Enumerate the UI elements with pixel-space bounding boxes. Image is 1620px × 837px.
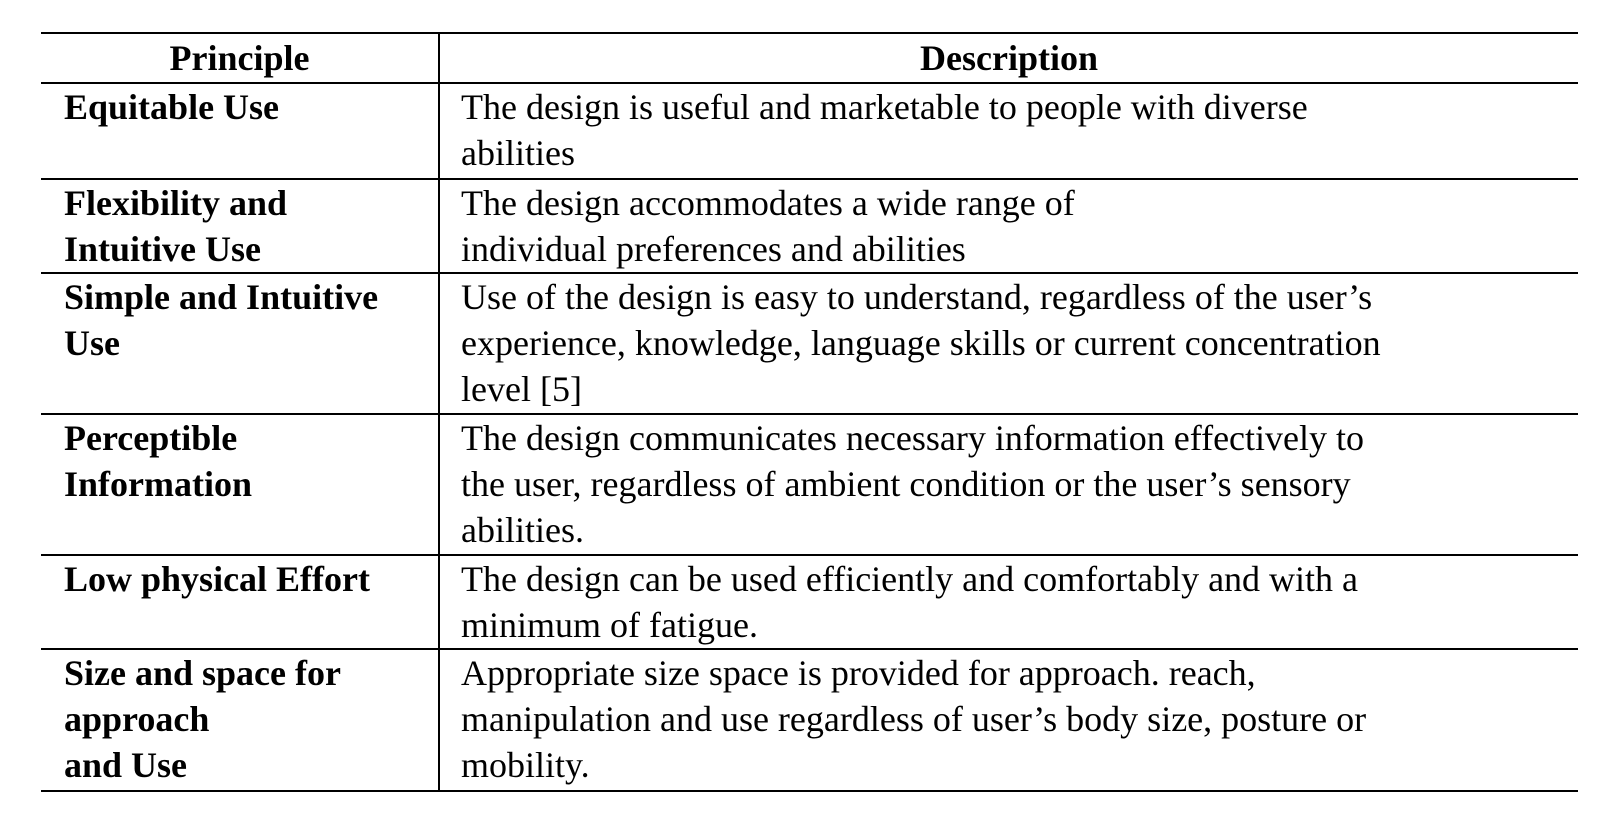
description-text: The design is useful and marketable to people with diverse abilities	[461, 87, 1308, 173]
description-text: The design can be used efficiently and comfortably and with a minimum of fatigue.	[461, 559, 1359, 645]
principle-cell	[41, 179, 439, 273]
description-cell	[439, 273, 1578, 414]
description-cell	[439, 649, 1578, 791]
principle-name: Equitable Use	[64, 87, 280, 127]
table-row	[41, 83, 1578, 179]
principle-name: Perceptible Information	[64, 418, 252, 504]
table-row	[41, 555, 1578, 649]
principle-cell	[41, 83, 439, 179]
description-text: The design accommodates a wide range of individual preferences and abilities	[461, 183, 1075, 269]
principle-cell	[41, 273, 439, 414]
principle-cell	[41, 649, 439, 791]
table-row	[41, 179, 1578, 273]
table-header-row	[41, 33, 1578, 83]
principle-name: Flexibility and Intuitive Use	[64, 183, 288, 269]
description-text: The design communicates necessary information effectively to the user, regardless of ambient condition or the user’s sensory abilities.	[461, 418, 1365, 550]
description-cell	[439, 179, 1578, 273]
description-text: Use of the design is easy to understand, regardless of the user’s experience, knowledge, language skills or current concentration level [5]	[461, 277, 1381, 409]
header-principle: Principle	[41, 33, 439, 83]
description-cell	[439, 555, 1578, 649]
description-text: Appropriate size space is provided for approach. reach, manipulation and use regardless of user’s body size, posture or mobility.	[461, 653, 1367, 785]
principles-table	[41, 32, 1578, 792]
description-cell	[439, 83, 1578, 179]
principle-cell	[41, 414, 439, 555]
principle-name: Simple and Intuitive Use	[64, 277, 379, 363]
description-cell	[439, 414, 1578, 555]
table-row	[41, 273, 1578, 414]
principle-cell	[41, 555, 439, 649]
table-row	[41, 414, 1578, 555]
principle-name: Low physical Effort	[64, 559, 370, 599]
principle-name: Size and space for approach and Use	[64, 653, 341, 785]
header-description: Description	[439, 33, 1578, 83]
table-row	[41, 649, 1578, 791]
